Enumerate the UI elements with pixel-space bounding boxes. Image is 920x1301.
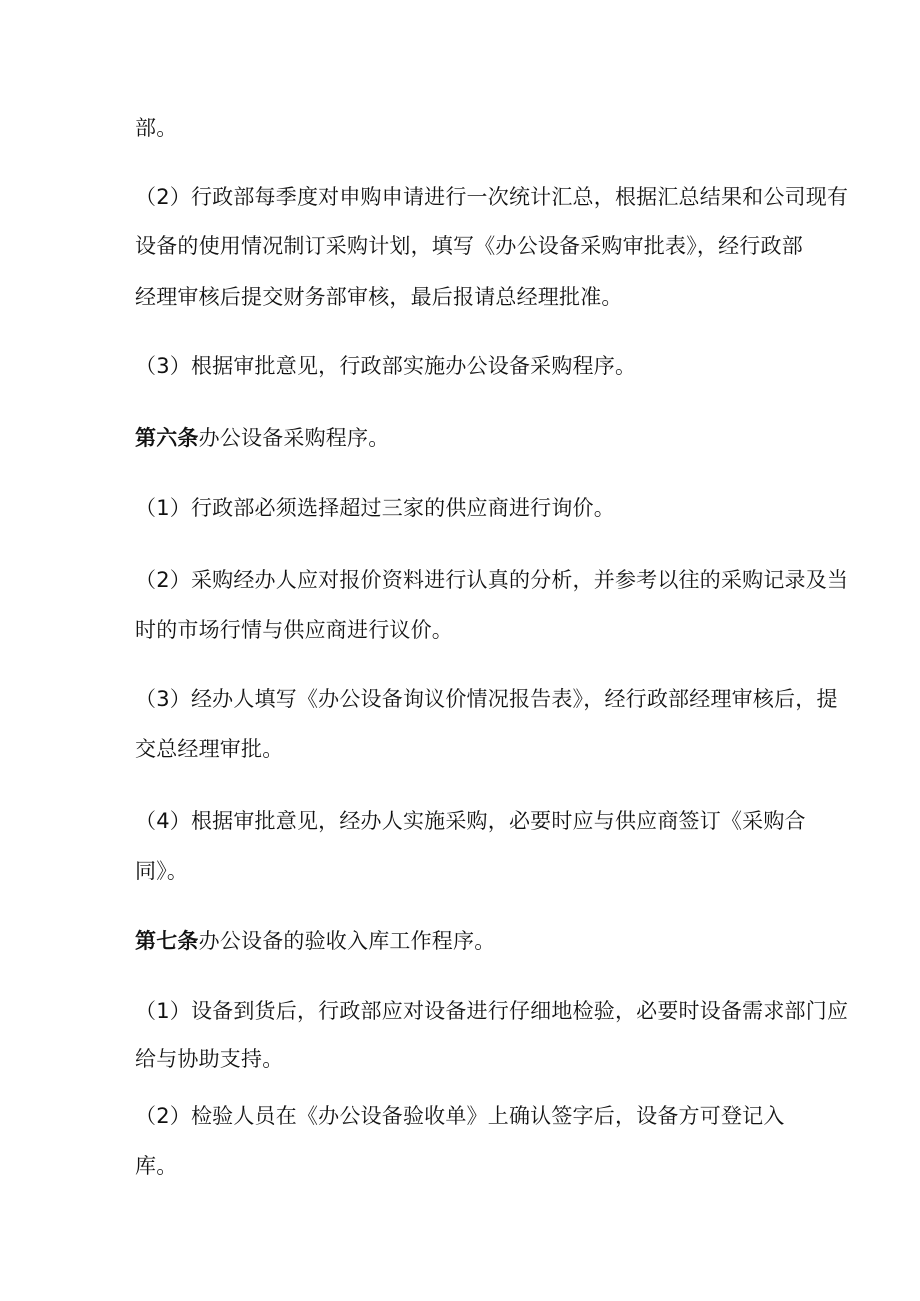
clause-6-3-line-1: （3）经办人填写《办公设备询议价情况报告表》，经行政部经理审核后，提 (135, 687, 838, 711)
clause-7-1-line-1: （1）设备到货后，行政部应对设备进行仔细地检验，必要时设备需求部门应 (135, 999, 849, 1023)
clause-6-1: （1）行政部必须选择超过三家的供应商进行询价。 (135, 496, 615, 520)
clause-5-2-line-1: （2）行政部每季度对申购申请进行一次统计汇总，根据汇总结果和公司现有 (135, 185, 849, 209)
paragraph-continuation: 部。 (135, 116, 178, 140)
article-6-number: 第六条 (135, 426, 199, 450)
clause-7-2-line-2: 库。 (135, 1154, 178, 1178)
article-7-title: 办公设备的验收入库工作程序。 (198, 929, 496, 953)
clause-7-1-line-2: 给与协助支持。 (135, 1047, 284, 1071)
clause-6-3-line-2: 交总经理审批。 (135, 737, 284, 761)
clause-5-3: （3）根据审批意见，行政部实施办公设备采购程序。 (135, 354, 637, 378)
clause-6-4-line-2: 同》。 (135, 859, 189, 883)
article-7-heading (135, 927, 495, 955)
article-6-heading (135, 424, 389, 452)
clause-5-2-line-3: 经理审核后提交财务部审核，最后报请总经理批准。 (135, 285, 623, 309)
clause-6-2-line-1: （2）采购经办人应对报价资料进行认真的分析，并参考以往的采购记录及当 (135, 568, 849, 592)
clause-6-2-line-2: 时的市场行情与供应商进行议价。 (135, 618, 453, 642)
clause-6-4-line-1: （4）根据审批意见，经办人实施采购，必要时应与供应商签订《采购合 (135, 809, 806, 833)
clause-5-2-line-2: 设备的使用情况制订采购计划，填写《办公设备采购审批表》，经行政部 (135, 234, 803, 258)
clause-7-2-line-1: （2）检验人员在《办公设备验收单》上确认签字后，设备方可登记入 (135, 1104, 785, 1128)
article-6-title: 办公设备采购程序。 (198, 426, 390, 450)
article-7-number: 第七条 (135, 929, 199, 953)
